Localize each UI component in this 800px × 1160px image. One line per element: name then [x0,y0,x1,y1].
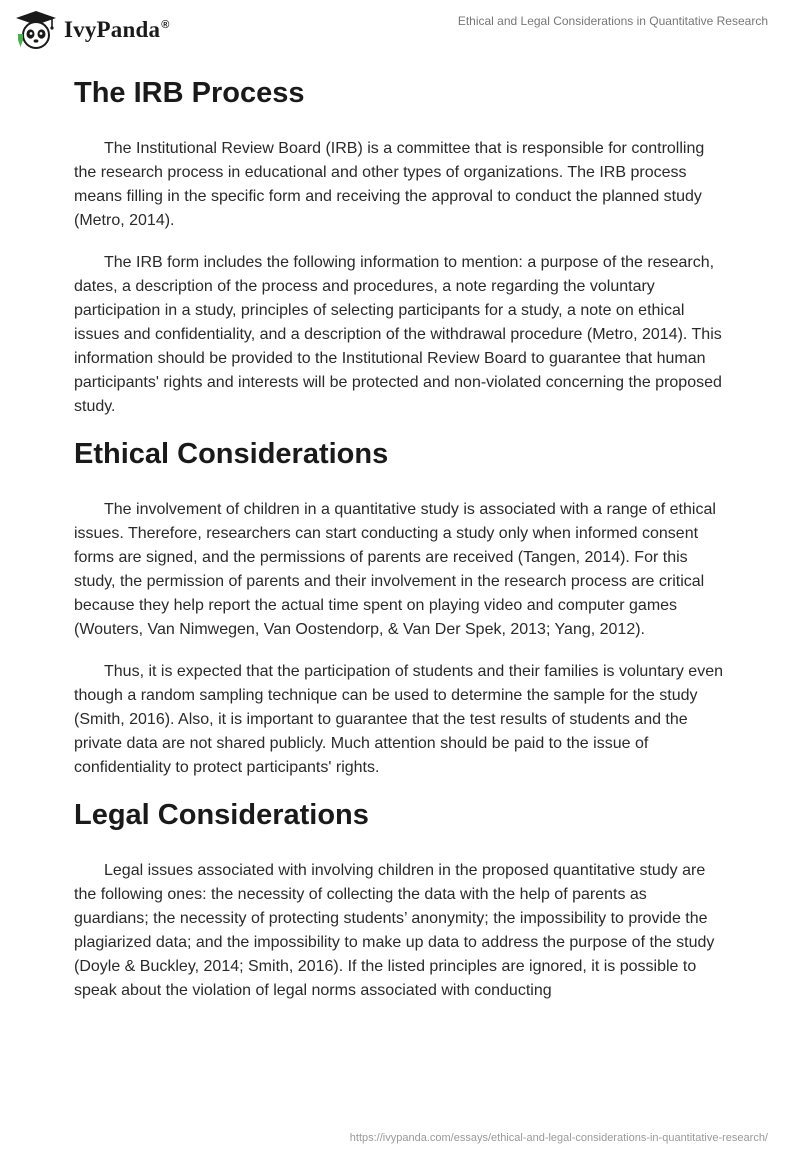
panda-graduate-icon [14,10,58,50]
section-heading-ethical: Ethical Considerations [74,438,389,470]
essay-content [74,70,724,1003]
paragraph: Legal issues associated with involving children in the proposed quantitative study are the following ones: the necessity of collecting the data with the help of parents as guardians; the necessity of protecting students’ anonymity; the impossibility to provide the plagiarized data; and the impossibility to make up data to address the purpose of the study (Doyle & Buckley, 2014; Smith, 2016). If the listed principles are ignored, it is possible to speak about the violation of legal norms associated with conducting [74,862,715,999]
paragraph: The IRB form includes the following information to mention: a purpose of the research, dates, a description of the process and procedures, a note regarding the voluntary participation in a study, principles of selecting participants for a study, a note on ethical issues and confidentiality, and a description of the withdrawal procedure (Metro, 2014). This information should be provided to the Institutional Review Board to guarantee that human participants' rights and interests will be protected and non-violated concerning the proposed study. [74,254,722,415]
paragraph: The involvement of children in a quantitative study is associated with a range of ethical issues. Therefore, researchers can start conducting a study only when informed consent forms are signed, and the permissions of parents are received (Tangen, 2014). For this study, the permission of parents and their involvement in the research process are critical because they help report the actual time spent on playing video and computer games (Wouters, Van Nimwegen, Van Oostendorp, & Van Der Spek, 2013; Yang, 2012). [74,501,716,638]
ivypanda-logo[interactable] [14,10,170,50]
paragraph: Thus, it is expected that the participation of students and their families is voluntary even though a random sampling technique can be used to determine the sample for the study (Smith, 2016). Also, it is important to guarantee that the test results of students and the private data are not shared publicly. Much attention should be paid to the issue of confidentiality to protect participants' rights. [74,663,723,776]
page-header [0,0,800,70]
section-heading-irb: The IRB Process [74,77,305,109]
paragraph: The Institutional Review Board (IRB) is a committee that is responsible for controlling the research process in educational and other types of organizations. The IRB process means filling in the specific form and receiving the approval to conduct the planned study (Metro, 2014). [74,140,705,229]
section-heading-legal: Legal Considerations [74,799,369,831]
source-url-link[interactable]: https://ivypanda.com/essays/ethical-and-legal-considerations-in-quantitative-research/ [349,1132,768,1144]
brand-name: IvyPanda® [64,17,170,42]
registered-mark: ® [161,19,170,32]
document-title: Ethical and Legal Considerations in Quantitative Research [457,14,768,28]
